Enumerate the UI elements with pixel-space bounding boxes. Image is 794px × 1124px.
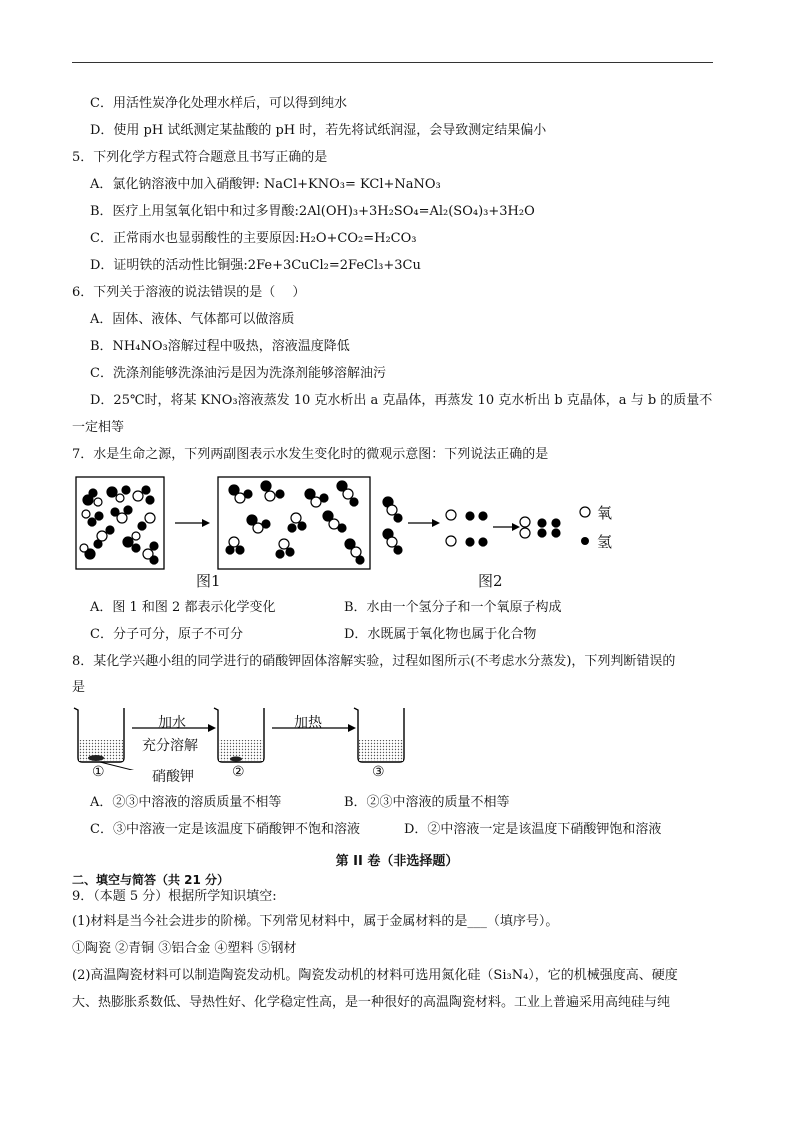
q6-stem: 6．下列关于溶液的说法错误的是（ ）	[72, 285, 306, 300]
q9-part1-options: ①陶瓷 ②青铜 ③铝合金 ④塑料 ⑤钢材	[72, 941, 297, 956]
q8-option-c: C．③中溶液一定是该温度下硝酸钾不饱和溶液	[90, 822, 360, 837]
q8-option-a: A．②③中溶液的溶质质量不相等	[90, 795, 282, 810]
q9-part1: (1)材料是当今社会进步的阶梯。下列常见材料中，属于金属材料的是___（填序号）。	[72, 914, 559, 929]
q5-stem: 5．下列化学方程式符合题意且书写正确的是	[72, 150, 328, 165]
q6-option-b: B．NH₄NO₃溶解过程中吸热，溶液温度降低	[90, 339, 350, 354]
beaker-3-number: ③	[372, 764, 385, 780]
part-2-title: 第 II 卷（非选择题）	[335, 854, 459, 869]
figure-2-caption: 图2	[478, 572, 503, 590]
q5-option-d: D．证明铁的活动性比铜强:2Fe+3CuCl₂=2FeCl₃+3Cu	[90, 258, 421, 273]
beaker-2-number: ②	[232, 764, 245, 780]
q7-option-d: D．水既属于氧化物也属于化合物	[344, 627, 537, 642]
step1-label-add-water: 加水	[158, 715, 186, 731]
q6-option-c: C．洗涤剂能够洗涤油污是因为洗涤剂能够溶解油污	[90, 366, 386, 381]
q5-option-b: B．医疗上用氢氧化铝中和过多胃酸:2Al(OH)₃+3H₂SO₄=Al₂(SO₄)₃+3H₂O	[90, 204, 535, 219]
q6-option-d-line2: 一定相等	[72, 420, 125, 435]
q8-option-d: D．②中溶液一定是该温度下硝酸钾饱和溶液	[404, 822, 662, 837]
q8-stem-line2: 是	[72, 680, 86, 695]
legend-oxygen-label: 氧	[597, 504, 613, 522]
q7-option-a: A．图 1 和图 2 都表示化学变化	[90, 600, 276, 615]
q7-stem: 7．水是生命之源，下列两副图表示水发生变化时的微观示意图：下列说法正确的是	[72, 447, 549, 462]
q7-option-c: C．分子可分，原子不可分	[90, 627, 243, 642]
beaker-1-number: ①	[92, 764, 105, 780]
step2-label-heat: 加热	[294, 715, 322, 731]
q5-option-a: A．氯化钠溶液中加入硝酸钾: NaCl+KNO₃= KCl+NaNO₃	[90, 177, 441, 192]
section-2-title: 二、填空与简答（共 21 分）	[72, 873, 230, 887]
q8-stem-line1: 8．某化学兴趣小组的同学进行的硝酸钾固体溶解实验，过程如图所示(不考虑水分蒸发)，下列判断错误的	[72, 654, 676, 669]
q7-option-b: B．水由一个氢分子和一个氧原子构成	[344, 600, 562, 615]
q8-option-b: B．②③中溶液的质量不相等	[344, 795, 510, 810]
q6-option-a: A．固体、液体、气体都可以做溶质	[90, 312, 295, 327]
q9-part2-line1: (2)高温陶瓷材料可以制造陶瓷发动机。陶瓷发动机的材料可选用氮化硅（Si₃N₄），它的机械强度高、硬度	[72, 968, 678, 983]
q4-option-c: C．用活性炭净化处理水样后，可以得到纯水	[90, 96, 347, 111]
q5-option-c: C．正常雨水也显弱酸性的主要原因:H₂O+CO₂=H₂CO₃	[90, 231, 417, 246]
q8-beaker-figure	[70, 700, 410, 770]
q7-figure	[70, 472, 670, 592]
q4-option-d: D．使用 pH 试纸测定某盐酸的 pH 时，若先将试纸润湿，会导致测定结果偏小	[90, 123, 547, 138]
q9-stem: 9．（本题 5 分）根据所学知识填空:	[72, 889, 277, 904]
q6-option-d-line1: D．25℃时，将某 KNO₃溶液蒸发 10 克水析出 a 克晶体，再蒸发 10 克水析出 b 克晶体，a 与 b 的质量不	[90, 393, 713, 408]
salt-label: 硝酸钾	[152, 769, 194, 785]
figure-1-caption: 图1	[196, 572, 221, 590]
step1-label-dissolve: 充分溶解	[142, 738, 198, 754]
q9-part2-line2: 大、热膨胀系数低、导热性好、化学稳定性高，是一种很好的高温陶瓷材料。工业上普遍采用高纯硅与纯	[72, 995, 671, 1010]
legend-hydrogen-label: 氢	[597, 533, 613, 551]
header-rule	[72, 62, 713, 63]
